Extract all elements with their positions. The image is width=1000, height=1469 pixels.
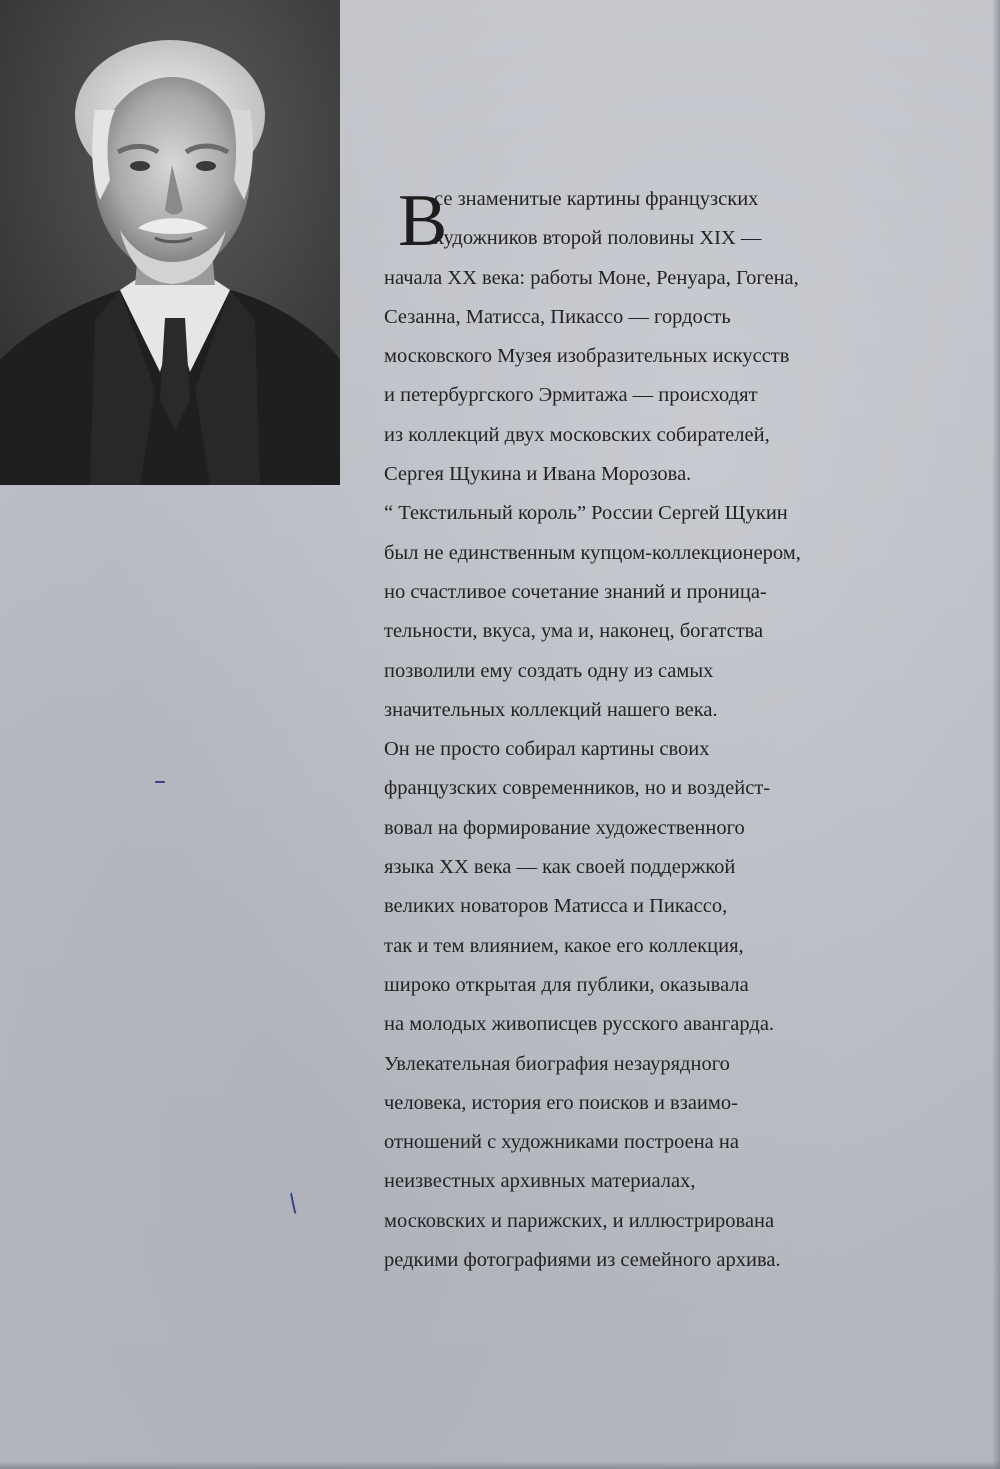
- text-line: се знаменитые картины французских: [434, 188, 759, 210]
- text-line: широко открытая для публики, оказывала: [384, 973, 749, 996]
- ink-mark: [155, 781, 165, 783]
- text-line: неизвестных архивных материалах,: [384, 1170, 696, 1193]
- text-line: “ Текстильный король” России Сергей Щукин: [384, 502, 788, 525]
- portrait-photo: [0, 0, 340, 485]
- text-line: великих новаторов Матисса и Пикассо,: [384, 895, 728, 918]
- page-edge-shadow: [0, 1461, 1000, 1469]
- text-line: Сергея Щукина и Ивана Морозова.: [384, 463, 692, 486]
- text-line: но счастливое сочетание знаний и проница-: [384, 580, 767, 603]
- text-line: Он не просто собирал картины своих: [384, 738, 710, 761]
- portrait-photo-icon: [0, 0, 340, 485]
- text-line: был не единственным купцом-коллекционером,: [384, 541, 801, 564]
- text-line: отношений с художниками построена на: [384, 1131, 739, 1154]
- text-line: редкими фотографиями из семейного архива.: [384, 1249, 781, 1272]
- text-line: так и тем влиянием, какое его коллекция,: [384, 934, 744, 957]
- page-edge-shadow: [992, 0, 1000, 1469]
- text-line: и петербургского Эрмитажа — происходят: [384, 384, 758, 407]
- text-line: позволили ему создать одну из самых: [384, 659, 714, 682]
- text-line: человека, история его поисков и взаимо-: [384, 1091, 738, 1114]
- description-text: [384, 180, 944, 1280]
- text-line: тельности, вкуса, ума и, наконец, богатства: [384, 620, 764, 643]
- dropcap-letter: В: [398, 180, 448, 262]
- text-line: на молодых живописцев русского авангарда.: [384, 1013, 775, 1036]
- text-line: Сезанна, Матисса, Пикассо — гордость: [384, 305, 731, 328]
- text-line: вовал на формирование художественного: [384, 816, 745, 839]
- text-line: начала XX века: работы Моне, Ренуара, Гогена,: [384, 266, 799, 289]
- text-line: московского Музея изобразительных искусств: [384, 345, 790, 368]
- text-line: языка XX века — как своей поддержкой: [384, 856, 736, 879]
- text-line: московских и парижских, и иллюстрирована: [384, 1209, 775, 1232]
- text-line: значительных коллекций нашего века.: [384, 698, 718, 721]
- ink-mark: [290, 1192, 299, 1215]
- text-line: художников второй половины XIX —: [434, 227, 762, 250]
- text-line: французских современников, но и воздейст-: [384, 777, 771, 800]
- text-line: Увлекательная биография незаурядного: [384, 1052, 730, 1075]
- text-line: из коллекций двух московских собирателей,: [384, 423, 770, 446]
